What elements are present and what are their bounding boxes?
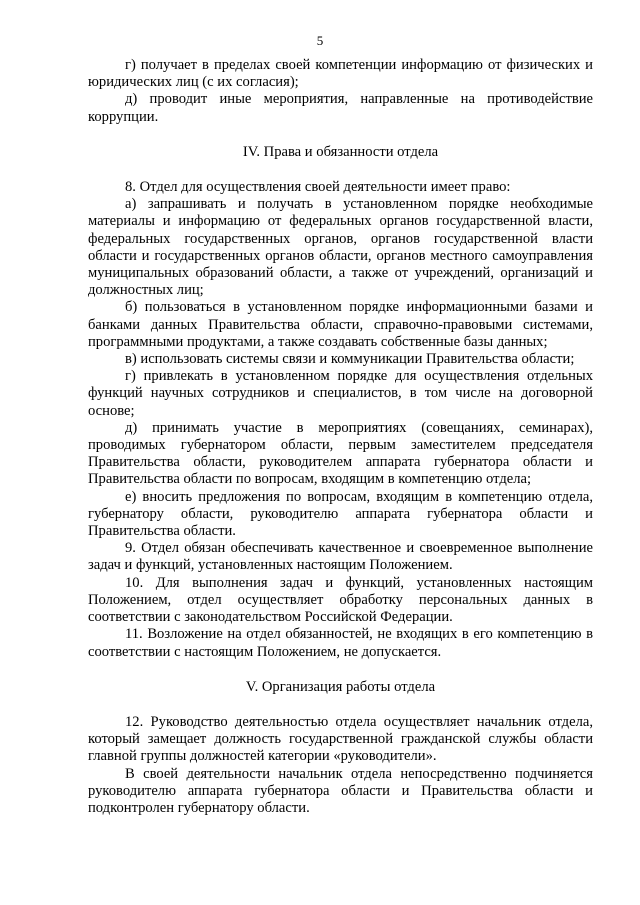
paragraph-1d: д) проводит иные мероприятия, направленные на противодействие коррупции. <box>88 91 593 125</box>
paragraph-8: 8. Отдел для осуществления своей деятельности имеет право: <box>125 179 511 196</box>
document-body <box>88 57 593 817</box>
section-heading-iv: IV. Права и обязанности отдела <box>242 143 439 160</box>
paragraph-8b: б) пользоваться в установленном порядке информационными базами и банками данных Правительства области, справочно-правовыми системами, программными продуктами, а также создавать собственные базы данных; <box>88 299 593 350</box>
paragraph-12: 12. Руководство деятельностью отдела осуществляет начальник отдела, который замещает должность государственной гражданской службы области главной группы должностей категории «руководители». <box>88 713 593 765</box>
paragraph-8e: е) вносить предложения по вопросам, входящим в компетенцию отдела, губернатору области, руководителю аппарата губернатора области и Правительства области. <box>88 488 593 540</box>
paragraph-8d: д) принимать участие в мероприятиях (совещаниях, семинарах), проводимых губернатором области, первым заместителем председателя Правительства области, руководителем аппарата губернатора области и Правительства области по вопросам, входящим в компетенцию отдела; <box>88 419 593 488</box>
paragraph-1g: г) получает в пределах своей компетенции информацию от физических и юридических лиц (с их согласия); <box>88 57 593 91</box>
page-number: 5 <box>316 33 324 48</box>
paragraph-8g: г) привлекать в установленном порядке для осуществления отдельных функций научных сотрудников и специалистов, в том числе на договорной основе; <box>88 368 593 419</box>
section-heading-v: V. Организация работы отдела <box>245 678 436 695</box>
paragraph-12-cont: В своей деятельности начальник отдела непосредственно подчиняется руководителю аппарата губернатора области и Правительства области и подконтролен губернатору области. <box>88 765 593 816</box>
paragraph-9: 9. Отдел обязан обеспечивать качественное и своевременное выполнение задач и функций, установленных настоящим Положением. <box>88 540 593 574</box>
paragraph-10: 10. Для выполнения задач и функций, установленных настоящим Положением, отдел осуществляет обработку персональных данных в соответствии с законодательством Российской Федерации. <box>88 574 593 626</box>
paragraph-8a: а) запрашивать и получать в установленном порядке необходимые материалы и информацию от федеральных органов государственной власти, федеральных государственных органов, органов государственной власти области и государственных органов области, органов местного самоуправления муниципальных образований области, а также от учреждений, организаций и должностных лиц; <box>88 196 593 299</box>
paragraph-11: 11. Возложение на отдел обязанностей, не входящих в его компетенцию в соответствии с настоящим Положением, не допускается. <box>88 626 593 660</box>
paragraph-8v: в) использовать системы связи и коммуникации Правительства области; <box>125 351 575 368</box>
